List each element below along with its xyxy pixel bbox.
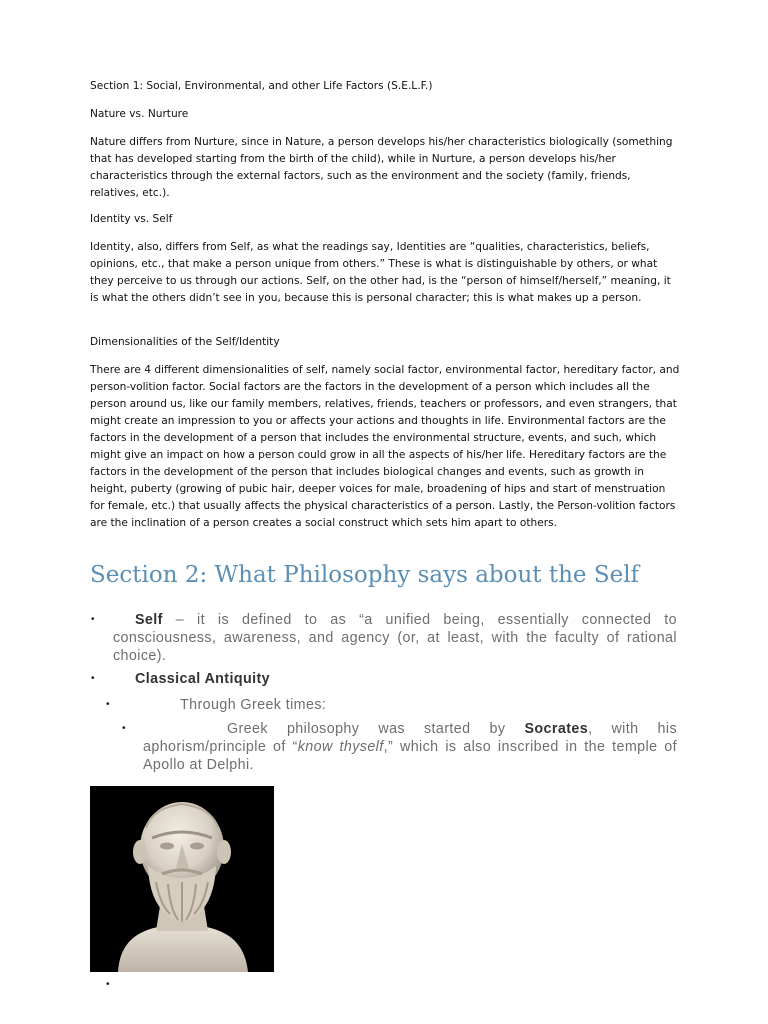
identity-paragraph: Identity, also, differs from Self, as what the readings say, Identities are “qualities, characteristics, beliefs, opinions, etc., that make a person unique from others.” These is what is distinguishable by others, or what they perceive to us through our actions. Self, on the other had, is the “person of himself/herself,” meaning, it is what the others didn’t see in you, because this is personal character; this is what makes up a person.	[90, 241, 671, 304]
section1-title: Section 1: Social, Environmental, and other Life Factors (S.E.L.F.)	[90, 80, 433, 92]
greek-philosophy-mid: , with his aphorism/principle of “	[143, 721, 677, 755]
dimensions-paragraph: There are 4 different dimensionalities of self, namely social factor, environmental factor, hereditary factor, and person-volition factor. Social factors are the factors in the development of a person which includes all the person around us, like our family members, relatives, friends, teachers or professors, and even strangers, that might create an impression to you or affects your actions and thoughts in life. Environmental factors are the factors in the development of a person that includes the environmental structure, events, and such, which might give an impact on how a person could grow in all the aspects of his/her life. Hereditary factors are the factors in the development of the person that includes biological changes and events, such as growth in height, puberty (growing of pubic hair, deeper voices for male, broadening of hips and start of menstruation for female, etc.) that usually affects the physical characteristics of a person. Lastly, the Person-volition factors are the inclination of a person creates a social construct which sets him apart to others.	[90, 364, 680, 529]
identity-heading: Identity vs. Self	[90, 213, 173, 225]
socrates-name: Socrates	[524, 721, 589, 737]
section2-heading: Section 2: What Philosophy says about the Self	[90, 562, 640, 588]
bullet-glyph: •	[106, 979, 110, 990]
classical-antiquity-label: Classical Antiquity	[135, 671, 270, 687]
greek-philosophy-intro: Greek philosophy was started by	[227, 721, 525, 737]
bullet-glyph: •	[91, 614, 95, 625]
nature-heading: Nature vs. Nurture	[90, 108, 189, 120]
self-term: Self	[135, 612, 163, 628]
nature-paragraph: Nature differs from Nurture, since in Nature, a person develops his/her characteristics biologically (something that has developed starting from the birth of the child), while in Nurture, a person develops his/her characteristics through the external factors, such as the environment and the society (family, friends, relatives, etc.).	[90, 136, 673, 199]
greek-times: Through Greek times:	[180, 697, 327, 713]
greek-philosophy-paragraph	[143, 720, 677, 774]
bullet-glyph: •	[122, 723, 126, 734]
self-definition	[113, 611, 677, 665]
classical-antiquity	[135, 670, 675, 688]
know-thyself: know thyself	[297, 739, 384, 755]
dimensions-heading: Dimensionalities of the Self/Identity	[90, 336, 280, 348]
self-definition-text: – it is defined to as “a unified being, essentially connected to consciousness, awareness, and agency (or, at least, with the faculty of rational choice).	[113, 612, 677, 664]
greek-philosophy-end: ,” which is also inscribed in the temple of Apollo at Delphi.	[143, 739, 677, 773]
socrates-bust-illustration	[90, 786, 274, 972]
bullet-glyph: •	[106, 699, 110, 710]
bullet-glyph: •	[91, 673, 95, 684]
socrates-bust-image	[90, 786, 274, 972]
